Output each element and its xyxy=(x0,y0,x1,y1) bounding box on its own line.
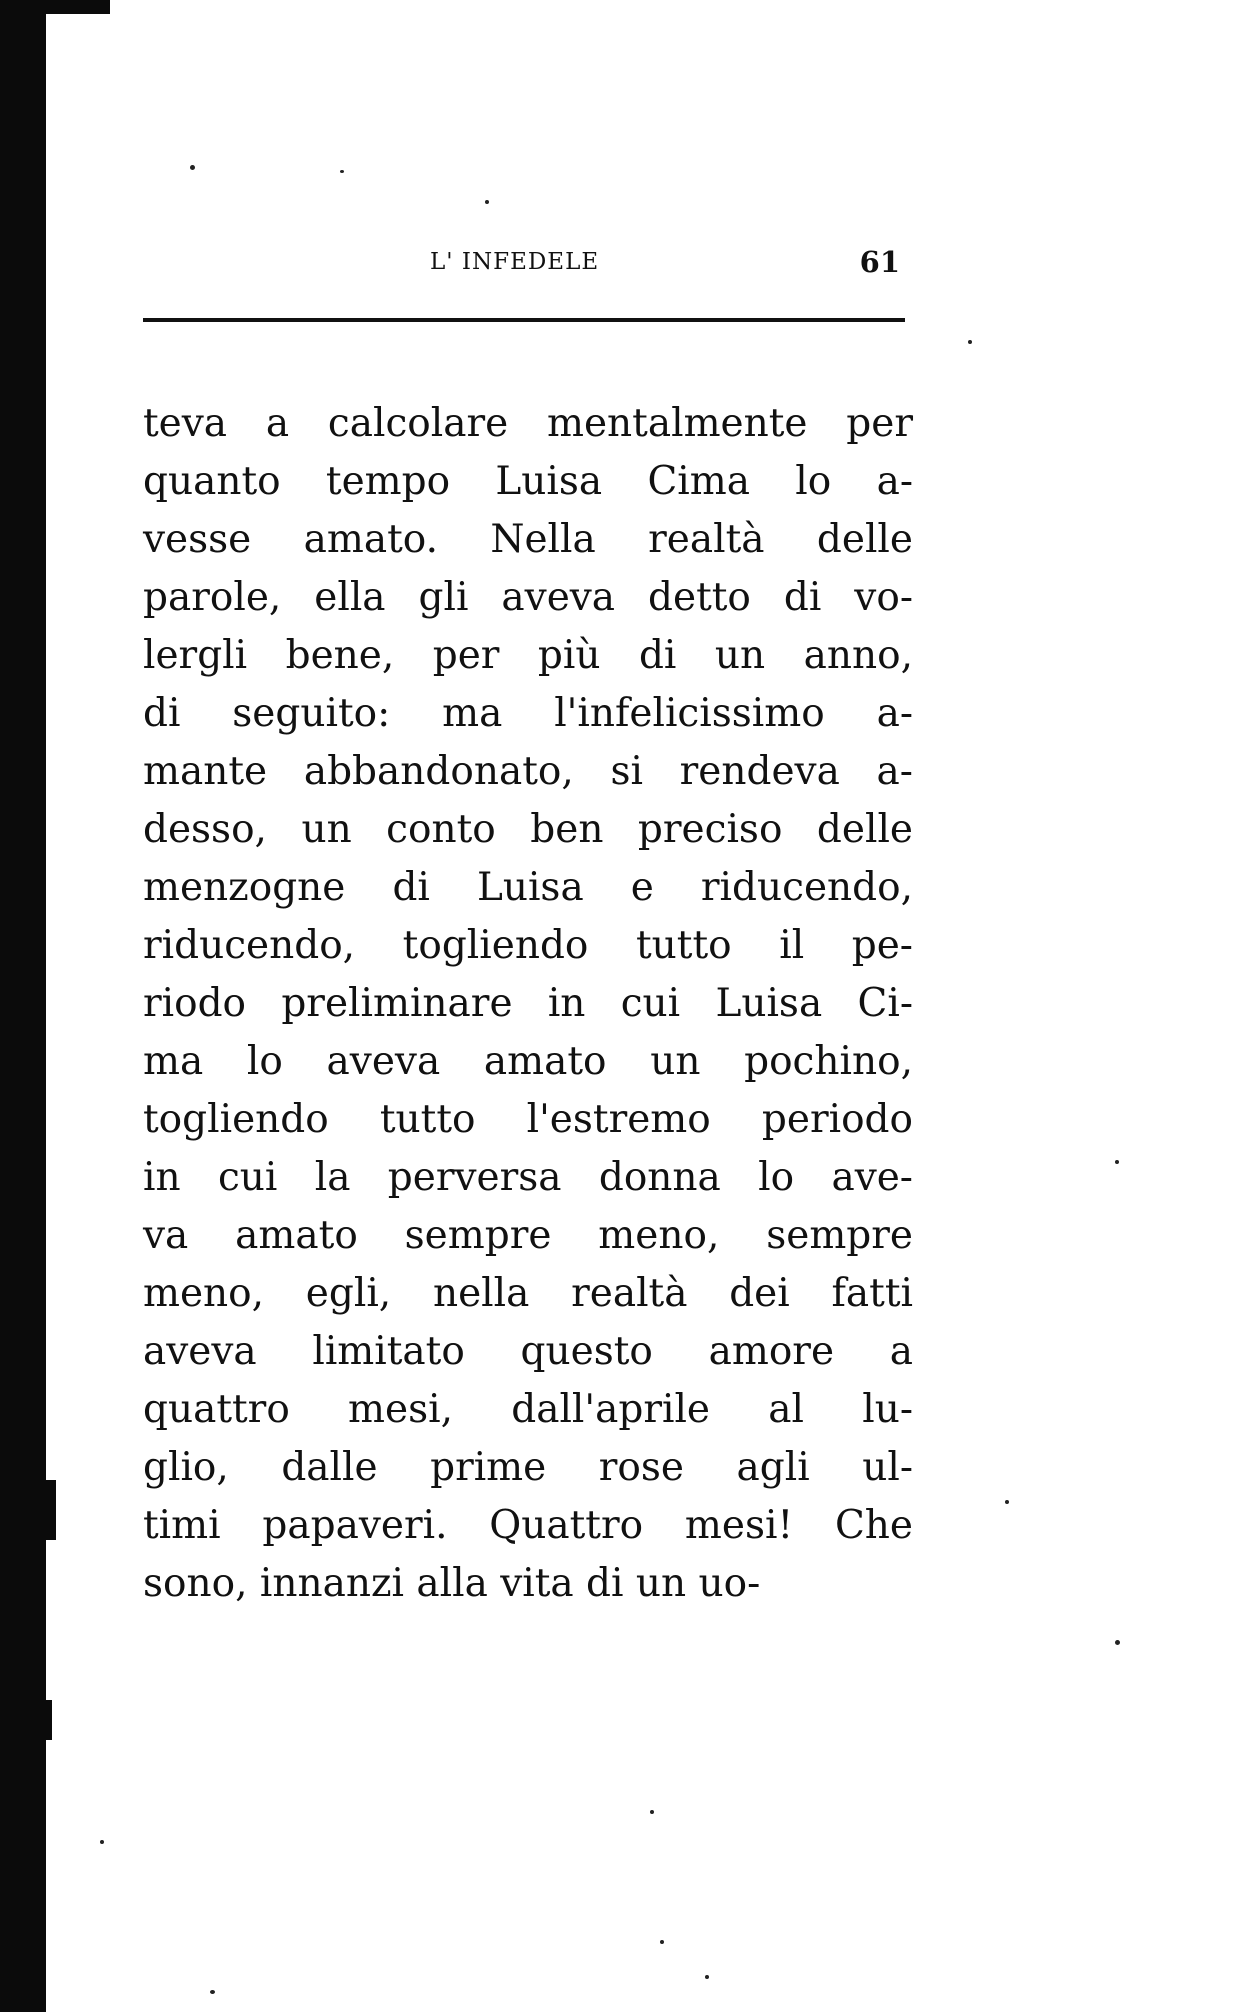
running-title: L' INFEDELE xyxy=(430,249,600,275)
scan-speck xyxy=(210,1990,215,1994)
scan-speck xyxy=(485,200,489,204)
scan-speck xyxy=(340,170,344,173)
scan-speck xyxy=(1115,1160,1119,1164)
text-line: sono, innanzi alla vita di un uo- xyxy=(143,1561,761,1606)
scan-edge-notch xyxy=(46,1480,56,1540)
text-line: ma lo aveva amato un pochino, xyxy=(143,1039,913,1084)
text-line: timi papaveri. Quattro mesi! Che xyxy=(143,1503,913,1548)
text-line: glio, dalle prime rose agli ul- xyxy=(143,1445,913,1490)
scan-speck xyxy=(660,1940,664,1944)
scan-speck xyxy=(968,340,972,344)
text-line: in cui la perversa donna lo ave- xyxy=(143,1155,913,1200)
scan-dark-edge xyxy=(0,0,46,2012)
scan-speck xyxy=(100,1840,104,1844)
text-line: riodo preliminare in cui Luisa Ci- xyxy=(143,981,913,1026)
text-line: quattro mesi, dall'aprile al lu- xyxy=(143,1387,913,1432)
text-line: quanto tempo Luisa Cima lo a- xyxy=(143,459,913,504)
text-line: desso, un conto ben preciso delle xyxy=(143,807,913,852)
text-line: di seguito: ma l'infelicissimo a- xyxy=(143,691,913,736)
scan-speck xyxy=(1115,1640,1120,1645)
scan-speck xyxy=(1005,1500,1009,1504)
body-text xyxy=(143,395,913,1613)
text-line: lergli bene, per più di un anno, xyxy=(143,633,913,678)
scan-edge-notch xyxy=(46,1700,52,1740)
text-line: aveva limitato questo amore a xyxy=(143,1329,913,1374)
scan-speck xyxy=(705,1975,709,1979)
page-number: 61 xyxy=(859,245,900,279)
text-line: meno, egli, nella realtà dei fatti xyxy=(143,1271,913,1316)
text-line: togliendo tutto l'estremo periodo xyxy=(143,1097,913,1142)
text-line: riducendo, togliendo tutto il pe- xyxy=(143,923,913,968)
text-line: mante abbandonato, si rendeva a- xyxy=(143,749,913,794)
text-line: vesse amato. Nella realtà delle xyxy=(143,517,913,562)
scan-dark-corner xyxy=(0,0,110,14)
scan-speck xyxy=(650,1810,654,1814)
running-head xyxy=(140,245,900,285)
text-line: teva a calcolare mentalmente per xyxy=(143,401,913,446)
text-line: parole, ella gli aveva detto di vo- xyxy=(143,575,913,620)
text-line: va amato sempre meno, sempre xyxy=(143,1213,913,1258)
header-rule xyxy=(143,318,905,322)
text-line: menzogne di Luisa e riducendo, xyxy=(143,865,913,910)
scan-speck xyxy=(190,165,195,170)
